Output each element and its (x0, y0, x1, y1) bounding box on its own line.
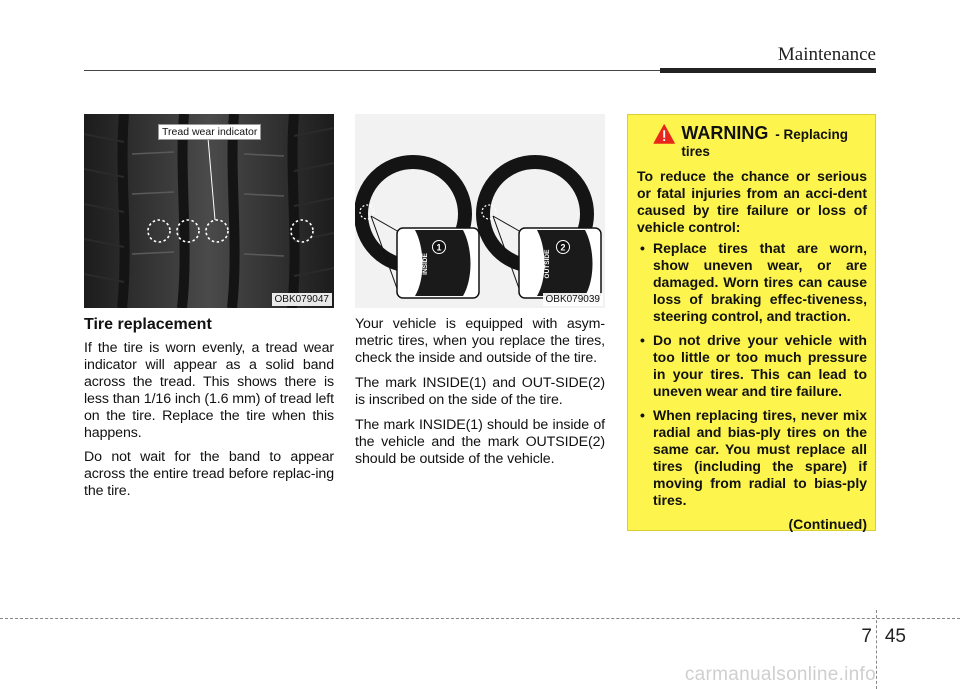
marker-1: 1 (436, 242, 442, 253)
header-rule-accent (660, 68, 876, 73)
outside-mark: OUTSIDE (544, 249, 551, 279)
warning-subtitle: - Replacing tires (681, 127, 849, 159)
paragraph: The mark INSIDE(1) and OUT-SIDE(2) is inscribed on the side of the tire. (355, 375, 605, 408)
footer-divider (876, 610, 877, 689)
tire-sides-illustration (355, 114, 605, 308)
paragraph: If the tire is worn evenly, a tread wear indicator will appear as a solid band across the tread. This shows there is less than 1/16 inch (1.6 mm) of tread left on the tire. Replace the tire when this happens. (84, 340, 334, 441)
inside-mark: INSIDE (422, 253, 429, 275)
paragraph: The mark INSIDE(1) should be inside of the vehicle and the mark OUTSIDE(2) should be outside of the vehicle. (355, 417, 605, 467)
warning-list (637, 240, 867, 509)
middle-column (355, 114, 605, 475)
tread-illustration (84, 114, 334, 308)
warning-header (637, 125, 867, 160)
warning-item: • Replace tires that are worn, show uneven wear, or are damaged. Worn tires can cause loss of braking effec-tiveness, steering control, and traction. (637, 240, 867, 325)
tread-figure (84, 114, 334, 308)
warning-box (627, 114, 876, 531)
left-column (84, 114, 334, 507)
warning-item: • Do not drive your vehicle with too little or too much pressure in your tires. This can lead to uneven wear and tire failure. (637, 332, 867, 400)
footer-rule (0, 618, 960, 619)
tread-callout-label: Tread wear indicator (158, 124, 261, 140)
warning-intro: To reduce the chance or serious or fatal injuries from an acci-dent caused by tire failure or loss of vehicle control: (637, 168, 867, 235)
warning-item: • When replacing tires, never mix radial and bias-ply tires on the same car. You must replace all tires (including the spare) if moving from radial to bias-ply tires. (637, 407, 867, 509)
paragraph: Your vehicle is equipped with asym-metric tires, when you replace the tires, check the inside and outside of the tire. (355, 316, 605, 366)
marker-2: 2 (560, 242, 566, 253)
tire-sides-figure-code: OBK079039 (543, 293, 604, 306)
header-rule (84, 70, 660, 71)
warning-continued: (Continued) (788, 516, 867, 532)
warning-triangle-icon (653, 123, 675, 145)
page-number: 45 (884, 626, 906, 647)
section-title: Tire replacement (84, 316, 212, 333)
watermark: carmanualsonline.info (684, 664, 876, 685)
header-title: Maintenance (777, 44, 876, 65)
tread-figure-code: OBK079047 (272, 293, 333, 306)
tire-sides-figure (355, 114, 605, 308)
warning-word: WARNING (681, 123, 769, 143)
chapter-number: 7 (861, 626, 872, 647)
paragraph: Do not wait for the band to appear across the entire tread before replac-ing the tire. (84, 449, 334, 499)
